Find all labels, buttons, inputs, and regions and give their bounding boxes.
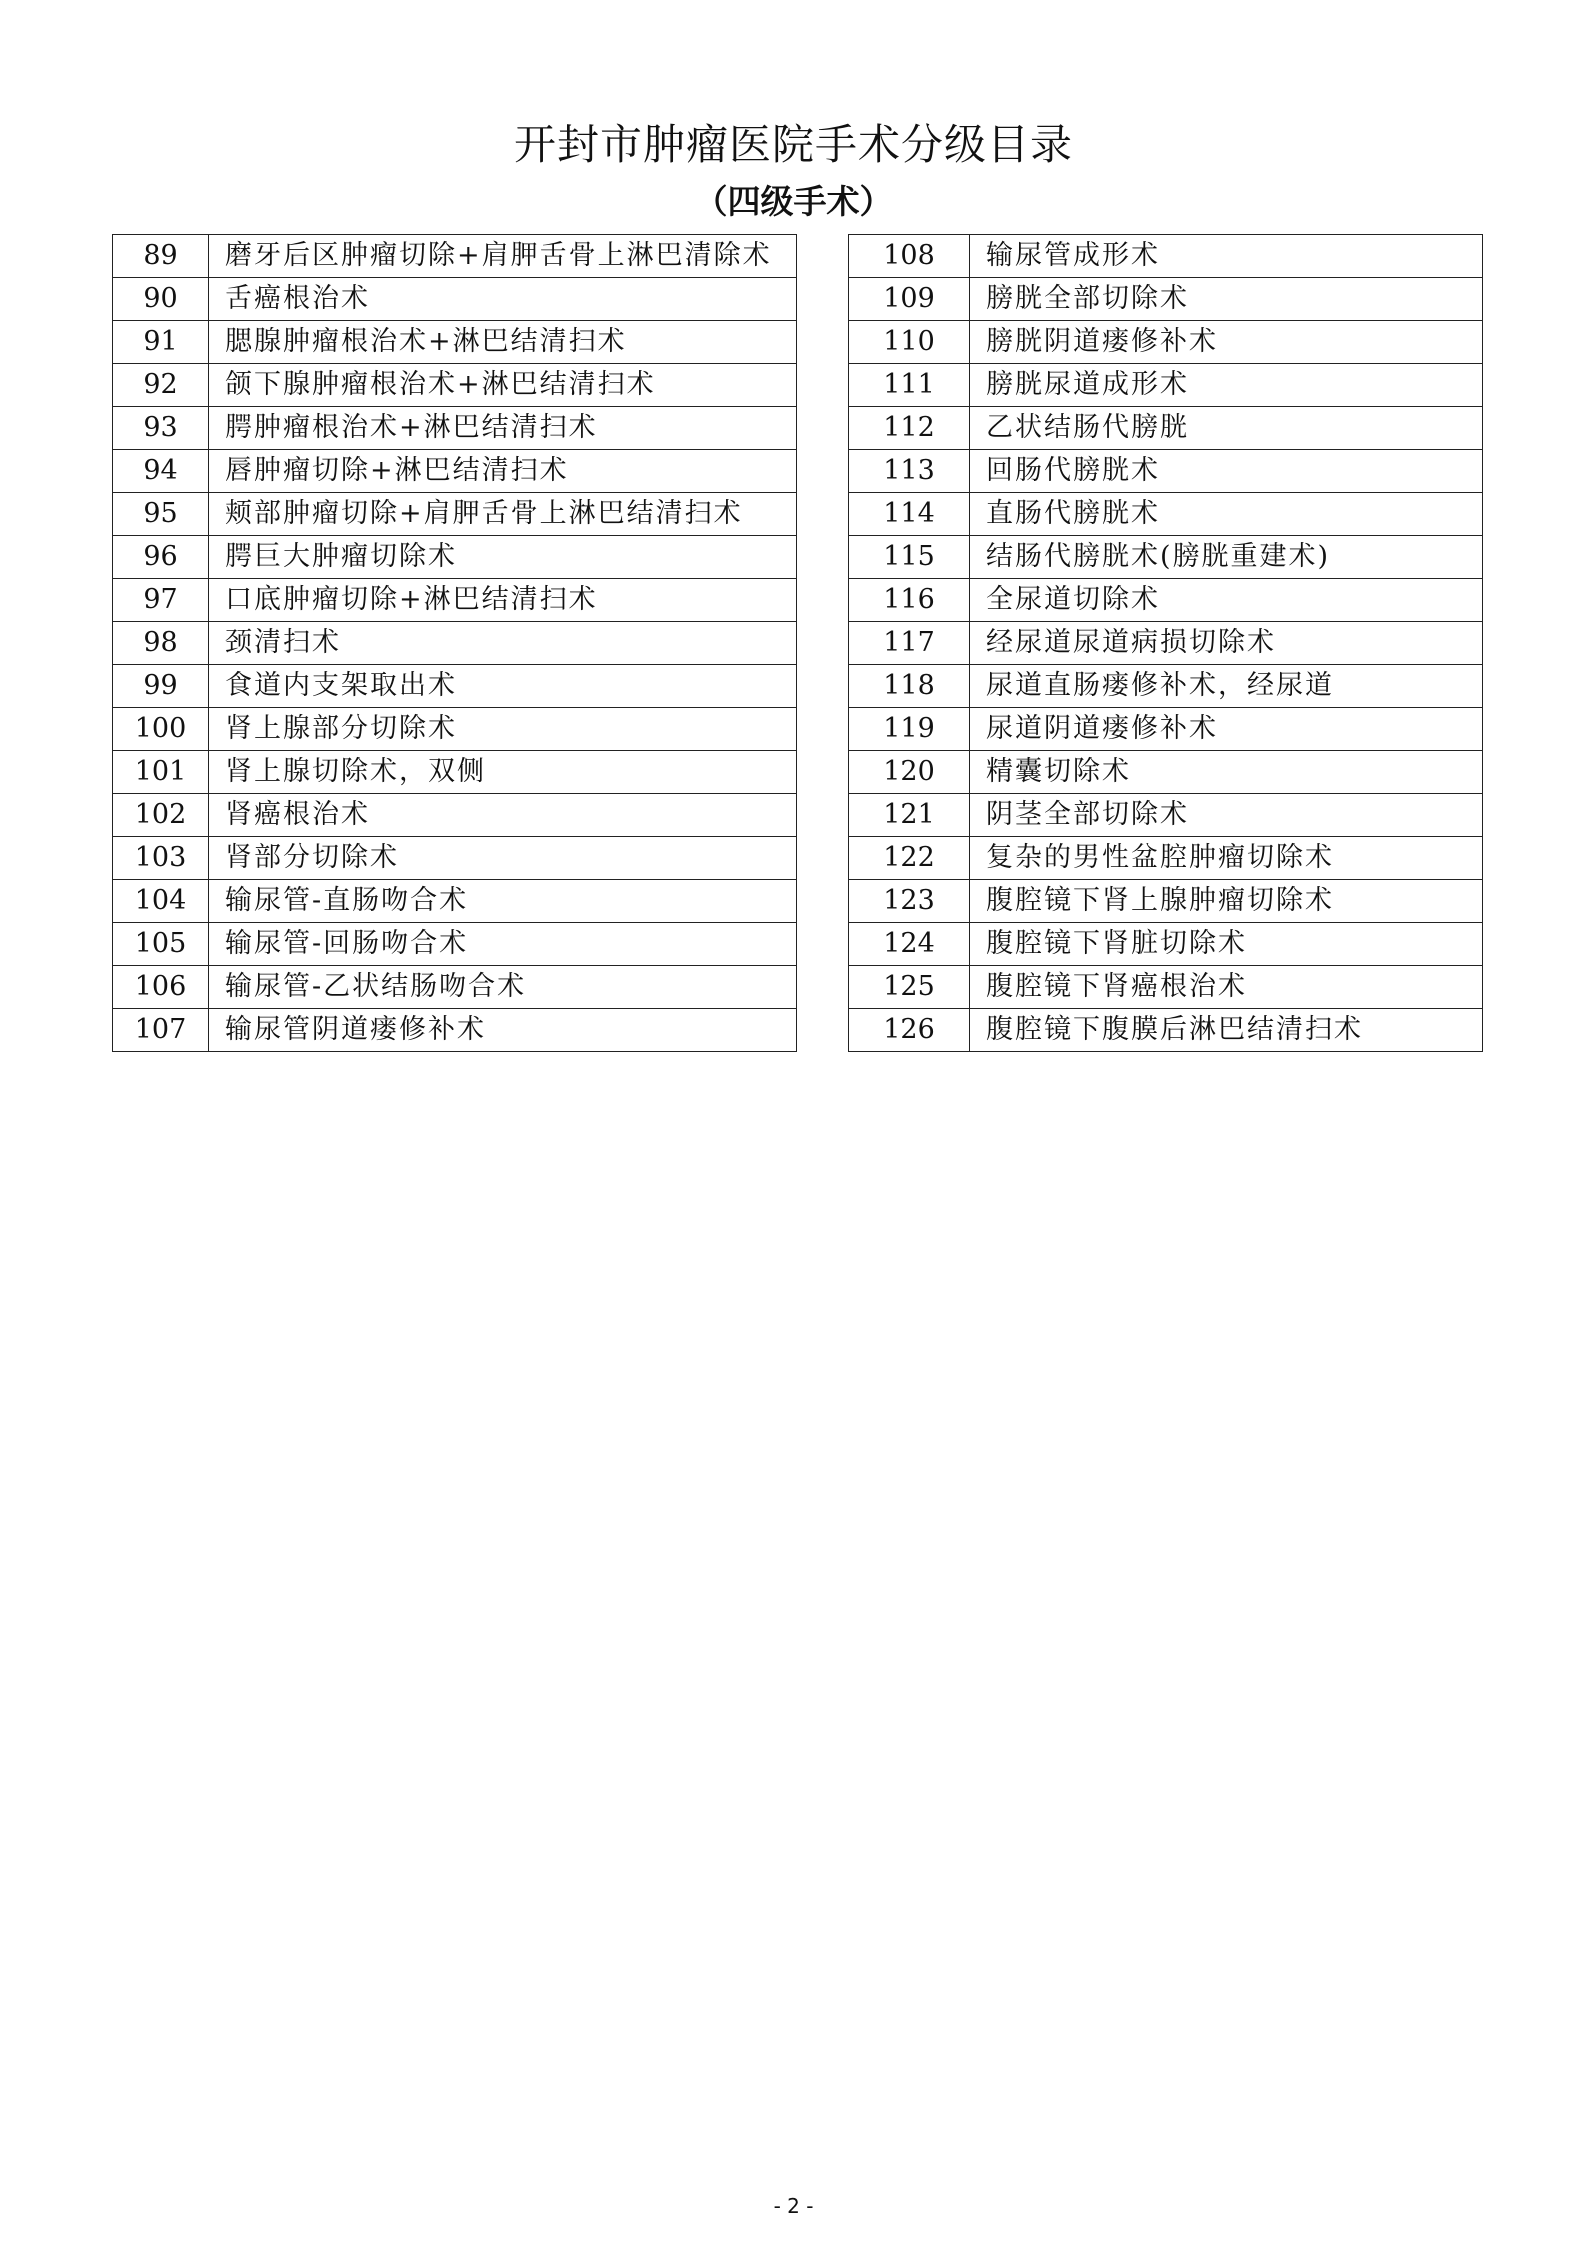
row-number: 120 [849, 751, 970, 794]
row-number: 103 [113, 837, 209, 880]
procedure-name: 尿道直肠瘘修补术，经尿道 [970, 665, 1483, 708]
table-row [849, 278, 1483, 321]
row-number: 105 [113, 923, 209, 966]
row-number: 89 [113, 235, 209, 278]
procedure-name: 腮腺肿瘤根治术+淋巴结清扫术 [209, 321, 797, 364]
procedure-name: 结肠代膀胱术(膀胱重建术) [970, 536, 1483, 579]
row-number: 94 [113, 450, 209, 493]
table-row [849, 321, 1483, 364]
row-number: 104 [113, 880, 209, 923]
procedure-name: 肾上腺切除术，双侧 [209, 751, 797, 794]
procedure-name: 直肠代膀胱术 [970, 493, 1483, 536]
table-row [849, 880, 1483, 923]
row-number: 112 [849, 407, 970, 450]
procedure-name: 膀胱全部切除术 [970, 278, 1483, 321]
table-row [113, 278, 797, 321]
table-row [113, 880, 797, 923]
procedure-name: 乙状结肠代膀胱 [970, 407, 1483, 450]
page-number: - 2 - [773, 2194, 814, 2218]
row-number: 98 [113, 622, 209, 665]
table-row [113, 536, 797, 579]
surgery-table-left [112, 234, 797, 1052]
procedure-name: 膀胱尿道成形术 [970, 364, 1483, 407]
procedure-name: 全尿道切除术 [970, 579, 1483, 622]
table-row [113, 622, 797, 665]
procedure-name: 膀胱阴道瘘修补术 [970, 321, 1483, 364]
table-row [849, 1009, 1483, 1052]
procedure-name: 尿道阴道瘘修补术 [970, 708, 1483, 751]
table-row [113, 493, 797, 536]
procedure-name: 腹腔镜下腹膜后淋巴结清扫术 [970, 1009, 1483, 1052]
procedure-name: 食道内支架取出术 [209, 665, 797, 708]
table-row [849, 665, 1483, 708]
procedure-name: 肾上腺部分切除术 [209, 708, 797, 751]
row-number: 119 [849, 708, 970, 751]
table-row [113, 665, 797, 708]
row-number: 116 [849, 579, 970, 622]
procedure-name: 输尿管-回肠吻合术 [209, 923, 797, 966]
table-row [113, 235, 797, 278]
row-number: 110 [849, 321, 970, 364]
procedure-name: 颈清扫术 [209, 622, 797, 665]
table-row [849, 708, 1483, 751]
row-number: 97 [113, 579, 209, 622]
row-number: 99 [113, 665, 209, 708]
row-number: 109 [849, 278, 970, 321]
document-subtitle: （四级手术） [694, 182, 893, 221]
table-row [113, 579, 797, 622]
row-number: 92 [113, 364, 209, 407]
row-number: 115 [849, 536, 970, 579]
procedure-name: 精囊切除术 [970, 751, 1483, 794]
row-number: 102 [113, 794, 209, 837]
procedure-name: 颌下腺肿瘤根治术+淋巴结清扫术 [209, 364, 797, 407]
table-row [849, 837, 1483, 880]
row-number: 90 [113, 278, 209, 321]
procedure-name: 输尿管阴道瘘修补术 [209, 1009, 797, 1052]
table-row [849, 622, 1483, 665]
row-number: 96 [113, 536, 209, 579]
row-number: 108 [849, 235, 970, 278]
procedure-name: 阴茎全部切除术 [970, 794, 1483, 837]
procedure-name: 腹腔镜下肾上腺肿瘤切除术 [970, 880, 1483, 923]
surgery-table-right [848, 234, 1483, 1052]
table-row [113, 1009, 797, 1052]
procedure-name: 输尿管-直肠吻合术 [209, 880, 797, 923]
procedure-name: 肾癌根治术 [209, 794, 797, 837]
table-row [113, 450, 797, 493]
row-number: 93 [113, 407, 209, 450]
row-number: 117 [849, 622, 970, 665]
table-row [113, 751, 797, 794]
row-number: 123 [849, 880, 970, 923]
row-number: 111 [849, 364, 970, 407]
row-number: 113 [849, 450, 970, 493]
table-row [113, 837, 797, 880]
table-row [849, 407, 1483, 450]
procedure-name: 口底肿瘤切除+淋巴结清扫术 [209, 579, 797, 622]
document-title: 开封市肿瘤医院手术分级目录 [513, 120, 1073, 169]
row-number: 91 [113, 321, 209, 364]
procedure-name: 腹腔镜下肾癌根治术 [970, 966, 1483, 1009]
table-row [849, 751, 1483, 794]
table-row [113, 364, 797, 407]
table-row [113, 794, 797, 837]
procedure-name: 复杂的男性盆腔肿瘤切除术 [970, 837, 1483, 880]
procedure-name: 颊部肿瘤切除+肩胛舌骨上淋巴结清扫术 [209, 493, 797, 536]
table-row [113, 407, 797, 450]
table-row [849, 579, 1483, 622]
procedure-name: 腭巨大肿瘤切除术 [209, 536, 797, 579]
table-row [113, 708, 797, 751]
row-number: 118 [849, 665, 970, 708]
procedure-name: 唇肿瘤切除+淋巴结清扫术 [209, 450, 797, 493]
procedure-name: 舌癌根治术 [209, 278, 797, 321]
row-number: 121 [849, 794, 970, 837]
procedure-name: 输尿管成形术 [970, 235, 1483, 278]
table-row [113, 966, 797, 1009]
table-row [849, 364, 1483, 407]
table-row [113, 923, 797, 966]
row-number: 122 [849, 837, 970, 880]
row-number: 101 [113, 751, 209, 794]
row-number: 100 [113, 708, 209, 751]
row-number: 125 [849, 966, 970, 1009]
procedure-name: 经尿道尿道病损切除术 [970, 622, 1483, 665]
procedure-name: 腭肿瘤根治术+淋巴结清扫术 [209, 407, 797, 450]
procedure-name: 磨牙后区肿瘤切除+肩胛舌骨上淋巴清除术 [209, 235, 797, 278]
procedure-name: 回肠代膀胱术 [970, 450, 1483, 493]
table-row [849, 235, 1483, 278]
row-number: 126 [849, 1009, 970, 1052]
procedure-name: 腹腔镜下肾脏切除术 [970, 923, 1483, 966]
row-number: 124 [849, 923, 970, 966]
table-row [849, 493, 1483, 536]
row-number: 114 [849, 493, 970, 536]
procedure-name: 肾部分切除术 [209, 837, 797, 880]
table-row [113, 321, 797, 364]
row-number: 107 [113, 1009, 209, 1052]
row-number: 95 [113, 493, 209, 536]
table-row [849, 536, 1483, 579]
procedure-name: 输尿管-乙状结肠吻合术 [209, 966, 797, 1009]
table-row [849, 794, 1483, 837]
table-row [849, 966, 1483, 1009]
row-number: 106 [113, 966, 209, 1009]
table-row [849, 450, 1483, 493]
table-row [849, 923, 1483, 966]
